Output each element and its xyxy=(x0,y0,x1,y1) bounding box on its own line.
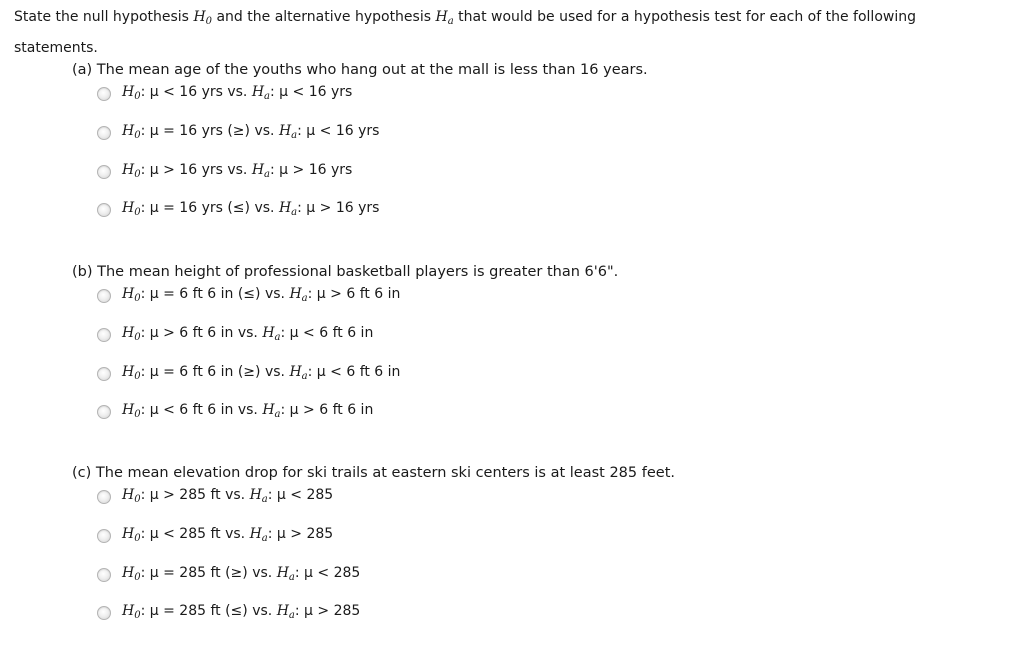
question-prompt xyxy=(14,4,1004,61)
prompt-text-3: that would be used for a hypothesis test for each of the following statements. xyxy=(14,9,916,56)
option-label: $H_0$: μ = 285 ft (≤) vs. $H_a$: μ > 285 xyxy=(122,602,361,621)
part-a-option-4[interactable] xyxy=(97,200,379,220)
prompt-text-2: and the alternative hypothesis xyxy=(212,9,436,25)
option-label: $H_0$: μ = 285 ft (≥) vs. $H_a$: μ < 285 xyxy=(122,564,361,583)
option-label: $H_0$: μ = 16 yrs (≥) vs. $H_a$: μ < 16 yrs xyxy=(122,122,380,141)
option-label: $H_0$: μ > 16 yrs vs. $H_a$: μ > 16 yrs xyxy=(122,161,353,180)
part-b-option-1[interactable] xyxy=(97,286,400,306)
option-label: $H_0$: μ = 6 ft 6 in (≤) vs. $H_a$: μ > 6 ft 6 in xyxy=(122,285,401,304)
part-c-option-4[interactable] xyxy=(97,603,360,623)
part-b-question: (b) The mean height of professional basketball players is greater than 6'6". xyxy=(72,264,619,280)
option-label: $H_0$: μ < 16 yrs vs. $H_a$: μ < 16 yrs xyxy=(122,83,353,102)
part-c-option-3[interactable] xyxy=(97,565,360,585)
option-label: $H_0$: μ < 6 ft 6 in vs. $H_a$: μ > 6 ft 6 in xyxy=(122,401,374,420)
option-label: $H_0$: μ < 285 ft vs. $H_a$: μ > 285 xyxy=(122,525,334,544)
radio-button[interactable] xyxy=(97,606,111,620)
radio-button[interactable] xyxy=(97,529,111,543)
radio-button[interactable] xyxy=(97,126,111,140)
option-label: $H_0$: μ = 6 ft 6 in (≥) vs. $H_a$: μ < 6 ft 6 in xyxy=(122,363,401,382)
option-label: $H_0$: μ > 285 ft vs. $H_a$: μ < 285 xyxy=(122,486,334,505)
part-b-option-3[interactable] xyxy=(97,364,400,384)
radio-button[interactable] xyxy=(97,367,111,381)
h0-symbol: H xyxy=(193,9,206,25)
radio-button[interactable] xyxy=(97,203,111,217)
radio-button[interactable] xyxy=(97,289,111,303)
ha-subscript: a xyxy=(447,16,454,27)
option-label: $H_0$: μ = 16 yrs (≤) vs. $H_a$: μ > 16 yrs xyxy=(122,199,380,218)
ha-symbol: H xyxy=(435,9,448,25)
radio-button[interactable] xyxy=(97,490,111,504)
radio-button[interactable] xyxy=(97,568,111,582)
radio-button[interactable] xyxy=(97,87,111,101)
radio-button[interactable] xyxy=(97,405,111,419)
part-a-option-2[interactable] xyxy=(97,123,379,143)
prompt-text-1: State the null hypothesis xyxy=(14,9,194,25)
part-a-option-1[interactable] xyxy=(97,84,352,104)
part-c-option-1[interactable] xyxy=(97,487,333,507)
h0-subscript: 0 xyxy=(205,16,213,27)
part-c-option-2[interactable] xyxy=(97,526,333,546)
part-b-option-4[interactable] xyxy=(97,402,373,422)
radio-button[interactable] xyxy=(97,328,111,342)
part-c-question: (c) The mean elevation drop for ski trails at eastern ski centers is at least 285 feet. xyxy=(72,465,675,481)
part-b-option-2[interactable] xyxy=(97,325,373,345)
option-label: $H_0$: μ > 6 ft 6 in vs. $H_a$: μ < 6 ft 6 in xyxy=(122,324,374,343)
part-a-option-3[interactable] xyxy=(97,162,352,182)
part-a-question: (a) The mean age of the youths who hang out at the mall is less than 16 years. xyxy=(72,62,648,78)
radio-button[interactable] xyxy=(97,165,111,179)
